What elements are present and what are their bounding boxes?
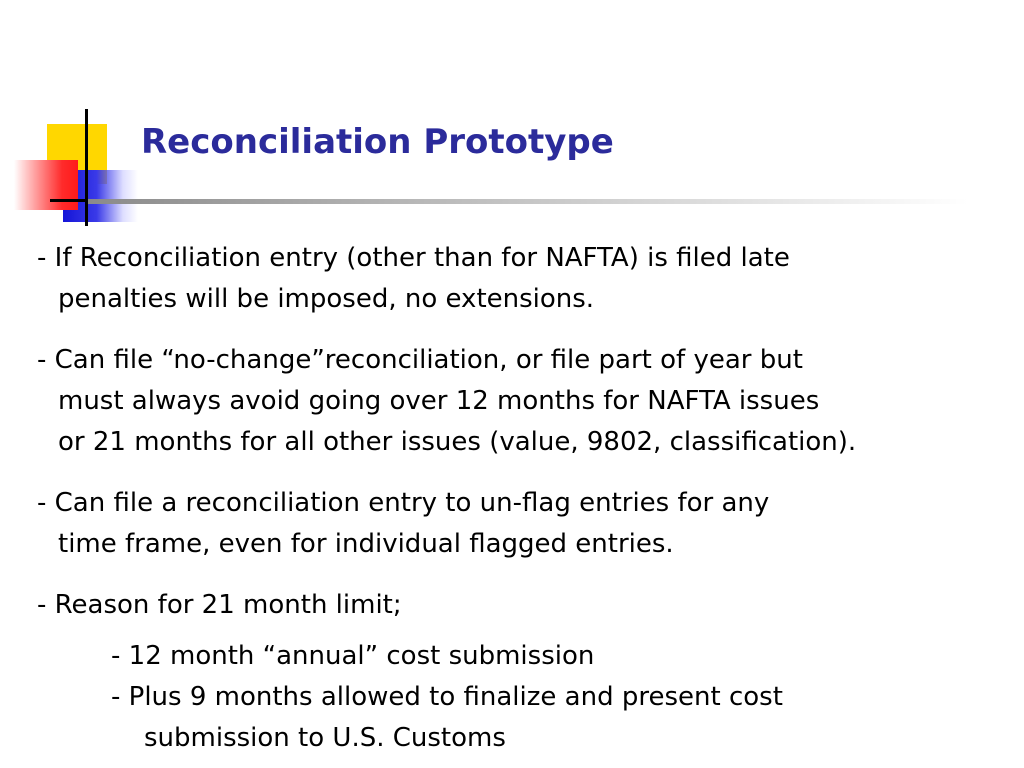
decorative-squares-logo [0,0,160,240]
bullet-reason [37,585,1012,626]
sublist-line: - 12 month “annual” cost submission [111,641,595,671]
sublist-line: - Plus 9 months allowed to finalize and present cost [111,682,783,712]
bullet-line: must always avoid going over 12 months for NAFTA issues [58,386,820,416]
sublist-item-nine-months [111,677,1012,759]
logo-vertical-line [85,109,88,226]
bullet-line: or 21 months for all other issues (value, 9802, classification). [58,427,857,457]
bullet-unflag [37,483,1012,565]
slide-body [37,238,1012,759]
bullet-line: penalties will be imposed, no extensions. [58,284,595,314]
bullet-line: - Can file “no-change”reconciliation, or file part of year but [37,345,803,375]
bullet-no-change [37,340,1012,463]
reason-sublist [111,636,1012,759]
bullet-line: - Can file a reconciliation entry to un-flag entries for any [37,488,770,518]
slide-title: Reconciliation Prototype [141,122,614,162]
bullet-line: - If Reconciliation entry (other than for NAFTA) is filed late [37,243,790,273]
title-underline [88,199,968,204]
red-square [14,160,78,210]
sublist-line: submission to U.S. Customs [144,723,506,753]
bullet-line: time frame, even for individual flagged entries. [58,529,674,559]
bullet-late-filing [37,238,1012,320]
sublist-item-annual [111,636,1012,677]
bullet-line: - Reason for 21 month limit; [37,590,402,620]
